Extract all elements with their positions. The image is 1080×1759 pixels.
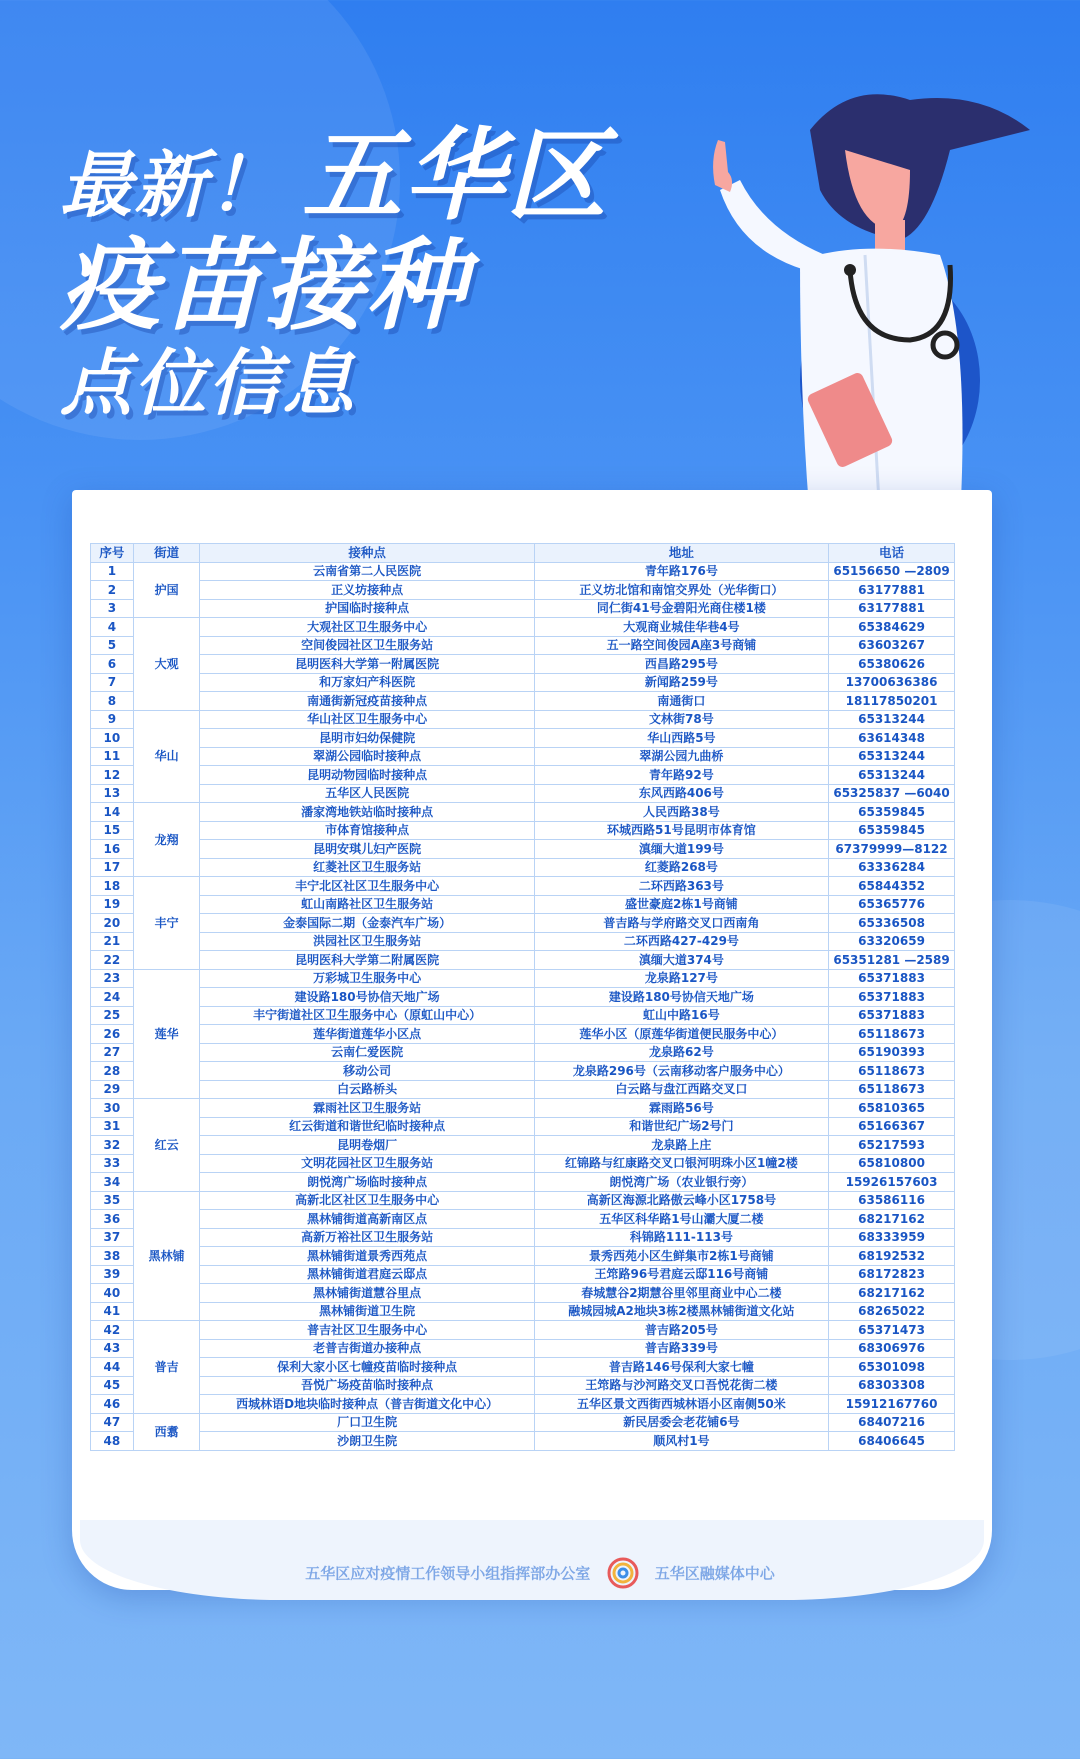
table-row <box>91 877 955 896</box>
footer <box>0 1556 1080 1590</box>
title-district: 五华区 <box>302 117 609 234</box>
table-row <box>91 803 955 822</box>
row-site: 云南仁爱医院 <box>200 1043 534 1062</box>
row-phone: 65371883 <box>829 969 955 988</box>
row-site: 万彩城卫生服务中心 <box>200 969 534 988</box>
row-site: 市体育馆接种点 <box>200 821 534 840</box>
row-site: 丰宁街道社区卫生服务中心（原虹山中心） <box>200 1006 534 1025</box>
doctor-illustration <box>610 80 1040 520</box>
row-phone: 65118673 <box>829 1025 955 1044</box>
row-site: 南通街新冠疫苗接种点 <box>200 692 534 711</box>
row-index: 2 <box>91 581 134 600</box>
table-row <box>91 1247 955 1266</box>
row-street: 大观 <box>133 618 200 711</box>
row-address: 二环西路363号 <box>534 877 828 896</box>
row-phone: 68306976 <box>829 1339 955 1358</box>
row-address: 王筇路与沙河路交叉口吾悦花街二楼 <box>534 1376 828 1395</box>
row-phone: 65365776 <box>829 895 955 914</box>
row-address: 王筇路96号君庭云邸116号商铺 <box>534 1265 828 1284</box>
row-index: 26 <box>91 1025 134 1044</box>
table-row <box>91 636 955 655</box>
row-address: 华山西路5号 <box>534 729 828 748</box>
row-site: 昆明动物园临时接种点 <box>200 766 534 785</box>
table-row <box>91 1284 955 1303</box>
table-row <box>91 692 955 711</box>
row-index: 11 <box>91 747 134 766</box>
row-address: 五华区科华路1号山灞大厦二楼 <box>534 1210 828 1229</box>
row-street: 华山 <box>133 710 200 803</box>
row-index: 10 <box>91 729 134 748</box>
row-address: 龙泉路296号（云南移动客户服务中心） <box>534 1062 828 1081</box>
row-site: 文明花园社区卫生服务站 <box>200 1154 534 1173</box>
row-address: 龙泉路62号 <box>534 1043 828 1062</box>
row-site: 吾悦广场疫苗临时接种点 <box>200 1376 534 1395</box>
table-row <box>91 1228 955 1247</box>
header-phone: 电话 <box>829 544 955 563</box>
row-site: 霖雨社区卫生服务站 <box>200 1099 534 1118</box>
row-site: 五华区人民医院 <box>200 784 534 803</box>
row-site: 老普吉街道办接种点 <box>200 1339 534 1358</box>
row-index: 42 <box>91 1321 134 1340</box>
row-address: 盛世豪庭2栋1号商铺 <box>534 895 828 914</box>
row-address: 虹山中路16号 <box>534 1006 828 1025</box>
row-phone: 68217162 <box>829 1284 955 1303</box>
row-address: 西昌路295号 <box>534 655 828 674</box>
header-site: 接种点 <box>200 544 534 563</box>
row-index: 18 <box>91 877 134 896</box>
row-phone: 65313244 <box>829 747 955 766</box>
table-row <box>91 895 955 914</box>
table-header-row <box>91 544 955 563</box>
row-street: 龙翔 <box>133 803 200 877</box>
table-row <box>91 1154 955 1173</box>
row-site: 云南省第二人民医院 <box>200 562 534 581</box>
row-address: 青年路92号 <box>534 766 828 785</box>
row-address: 滇缅大道199号 <box>534 840 828 859</box>
row-phone: 63320659 <box>829 932 955 951</box>
table-row <box>91 766 955 785</box>
table-row <box>91 1339 955 1358</box>
table-row <box>91 1413 955 1432</box>
row-phone: 65118673 <box>829 1062 955 1081</box>
row-index: 16 <box>91 840 134 859</box>
row-phone: 68303308 <box>829 1376 955 1395</box>
row-site: 保利大家小区七幢疫苗临时接种点 <box>200 1358 534 1377</box>
row-index: 39 <box>91 1265 134 1284</box>
row-address: 环城西路51号昆明市体育馆 <box>534 821 828 840</box>
row-phone: 65844352 <box>829 877 955 896</box>
row-index: 20 <box>91 914 134 933</box>
table-row <box>91 1376 955 1395</box>
row-street: 莲华 <box>133 969 200 1099</box>
row-index: 14 <box>91 803 134 822</box>
row-address: 顺风村1号 <box>534 1432 828 1451</box>
row-street: 护国 <box>133 562 200 618</box>
table-row <box>91 599 955 618</box>
row-index: 3 <box>91 599 134 618</box>
footer-office: 五华区应对疫情工作领导小组指挥部办公室 <box>305 1564 591 1583</box>
row-site: 丰宁北区社区卫生服务中心 <box>200 877 534 896</box>
row-address: 龙泉路上庄 <box>534 1136 828 1155</box>
row-address: 滇缅大道374号 <box>534 951 828 970</box>
row-site: 空间俊园社区卫生服务站 <box>200 636 534 655</box>
row-site: 潘家湾地铁站临时接种点 <box>200 803 534 822</box>
row-phone: 65384629 <box>829 618 955 637</box>
row-site: 沙朗卫生院 <box>200 1432 534 1451</box>
table-row <box>91 932 955 951</box>
table-row <box>91 1302 955 1321</box>
row-index: 22 <box>91 951 134 970</box>
row-phone: 65325837 —6040 <box>829 784 955 803</box>
row-index: 48 <box>91 1432 134 1451</box>
row-index: 1 <box>91 562 134 581</box>
table-row <box>91 562 955 581</box>
row-site: 莲华街道莲华小区点 <box>200 1025 534 1044</box>
row-address: 二环西路427-429号 <box>534 932 828 951</box>
row-phone: 65156650 —2809 <box>829 562 955 581</box>
row-phone: 65301098 <box>829 1358 955 1377</box>
row-site: 建设路180号协信天地广场 <box>200 988 534 1007</box>
row-street: 红云 <box>133 1099 200 1192</box>
row-phone: 63614348 <box>829 729 955 748</box>
row-street: 黑林铺 <box>133 1191 200 1321</box>
row-phone: 68192532 <box>829 1247 955 1266</box>
row-index: 24 <box>91 988 134 1007</box>
table-row <box>91 784 955 803</box>
row-index: 4 <box>91 618 134 637</box>
table-row <box>91 1117 955 1136</box>
row-phone: 65118673 <box>829 1080 955 1099</box>
table-row <box>91 1080 955 1099</box>
row-site: 华山社区卫生服务中心 <box>200 710 534 729</box>
row-phone: 13700636386 <box>829 673 955 692</box>
row-index: 13 <box>91 784 134 803</box>
row-site: 红云街道和谐世纪临时接种点 <box>200 1117 534 1136</box>
row-address: 春城慧谷2期慧谷里邻里商业中心二楼 <box>534 1284 828 1303</box>
row-phone: 65371883 <box>829 1006 955 1025</box>
row-index: 43 <box>91 1339 134 1358</box>
row-address: 高新区海源北路傲云峰小区1758号 <box>534 1191 828 1210</box>
table-row <box>91 840 955 859</box>
row-index: 37 <box>91 1228 134 1247</box>
row-index: 8 <box>91 692 134 711</box>
row-address: 普吉路146号保利大家七幢 <box>534 1358 828 1377</box>
row-index: 32 <box>91 1136 134 1155</box>
row-address: 朗悦湾广场（农业银行旁） <box>534 1173 828 1192</box>
row-site: 普吉社区卫生服务中心 <box>200 1321 534 1340</box>
row-phone: 65166367 <box>829 1117 955 1136</box>
row-site: 黑林铺街道景秀西苑点 <box>200 1247 534 1266</box>
table-row <box>91 1173 955 1192</box>
row-phone: 67379999—8122 <box>829 840 955 859</box>
row-index: 40 <box>91 1284 134 1303</box>
row-address: 青年路176号 <box>534 562 828 581</box>
row-site: 西城林语D地块临时接种点（普吉街道文化中心） <box>200 1395 534 1414</box>
row-phone: 65371473 <box>829 1321 955 1340</box>
row-phone: 63177881 <box>829 581 955 600</box>
row-index: 29 <box>91 1080 134 1099</box>
row-index: 44 <box>91 1358 134 1377</box>
row-index: 38 <box>91 1247 134 1266</box>
table-row <box>91 1265 955 1284</box>
row-phone: 65371883 <box>829 988 955 1007</box>
table-row <box>91 1321 955 1340</box>
row-address: 红菱路268号 <box>534 858 828 877</box>
row-phone: 18117850201 <box>829 692 955 711</box>
row-index: 17 <box>91 858 134 877</box>
row-address: 普吉路339号 <box>534 1339 828 1358</box>
row-address: 科锦路111-113号 <box>534 1228 828 1247</box>
header-index: 序号 <box>91 544 134 563</box>
row-index: 41 <box>91 1302 134 1321</box>
table-row <box>91 1136 955 1155</box>
table-row <box>91 618 955 637</box>
row-address: 和谐世纪广场2号门 <box>534 1117 828 1136</box>
table-row <box>91 710 955 729</box>
row-street: 普吉 <box>133 1321 200 1414</box>
row-site: 昆明医科大学第一附属医院 <box>200 655 534 674</box>
row-phone: 15912167760 <box>829 1395 955 1414</box>
row-site: 黑林铺街道卫生院 <box>200 1302 534 1321</box>
table-row <box>91 988 955 1007</box>
row-site: 大观社区卫生服务中心 <box>200 618 534 637</box>
row-site: 金泰国际二期（金泰汽车广场） <box>200 914 534 933</box>
table-row <box>91 747 955 766</box>
table-row <box>91 1191 955 1210</box>
row-phone: 65336508 <box>829 914 955 933</box>
table-row <box>91 914 955 933</box>
table-row <box>91 858 955 877</box>
row-address: 普吉路205号 <box>534 1321 828 1340</box>
row-index: 30 <box>91 1099 134 1118</box>
row-index: 36 <box>91 1210 134 1229</box>
row-street: 西翥 <box>133 1413 200 1450</box>
row-site: 厂口卫生院 <box>200 1413 534 1432</box>
row-phone: 65313244 <box>829 766 955 785</box>
row-phone: 65351281 —2589 <box>829 951 955 970</box>
row-phone: 65190393 <box>829 1043 955 1062</box>
row-index: 45 <box>91 1376 134 1395</box>
row-phone: 68333959 <box>829 1228 955 1247</box>
table-row <box>91 1062 955 1081</box>
footer-media-center: 五华区融媒体中心 <box>654 1564 775 1583</box>
row-site: 昆明安琪儿妇产医院 <box>200 840 534 859</box>
row-site: 高新北区社区卫生服务中心 <box>200 1191 534 1210</box>
header-address: 地址 <box>534 544 828 563</box>
table-row <box>91 1395 955 1414</box>
table-row <box>91 729 955 748</box>
row-index: 28 <box>91 1062 134 1081</box>
row-site: 正义坊接种点 <box>200 581 534 600</box>
row-index: 5 <box>91 636 134 655</box>
table-row <box>91 1210 955 1229</box>
row-site: 白云路桥头 <box>200 1080 534 1099</box>
row-address: 五一路空间俊园A座3号商铺 <box>534 636 828 655</box>
row-phone: 63603267 <box>829 636 955 655</box>
table-row <box>91 1043 955 1062</box>
table-row <box>91 821 955 840</box>
row-index: 23 <box>91 969 134 988</box>
row-phone: 63336284 <box>829 858 955 877</box>
row-phone: 68172823 <box>829 1265 955 1284</box>
table-row <box>91 1432 955 1451</box>
row-index: 31 <box>91 1117 134 1136</box>
row-index: 35 <box>91 1191 134 1210</box>
row-site: 和万家妇产科医院 <box>200 673 534 692</box>
row-address: 普吉路与学府路交叉口西南角 <box>534 914 828 933</box>
row-index: 21 <box>91 932 134 951</box>
table-row <box>91 1099 955 1118</box>
row-address: 景秀西苑小区生鲜集市2栋1号商铺 <box>534 1247 828 1266</box>
row-phone: 65359845 <box>829 803 955 822</box>
row-index: 25 <box>91 1006 134 1025</box>
title-line-2: 疫苗接种 <box>60 227 468 344</box>
table-row <box>91 1025 955 1044</box>
row-site: 虹山南路社区卫生服务站 <box>200 895 534 914</box>
row-site: 高新万裕社区卫生服务站 <box>200 1228 534 1247</box>
row-index: 7 <box>91 673 134 692</box>
row-index: 19 <box>91 895 134 914</box>
row-site: 护国临时接种点 <box>200 599 534 618</box>
row-address: 龙泉路127号 <box>534 969 828 988</box>
row-address: 融城园城A2地块3栋2楼黑林铺街道文化站 <box>534 1302 828 1321</box>
row-address: 翠湖公园九曲桥 <box>534 747 828 766</box>
row-index: 34 <box>91 1173 134 1192</box>
row-phone: 63586116 <box>829 1191 955 1210</box>
row-index: 33 <box>91 1154 134 1173</box>
row-address: 文林街78号 <box>534 710 828 729</box>
row-site: 红菱社区卫生服务站 <box>200 858 534 877</box>
row-phone: 65380626 <box>829 655 955 674</box>
row-site: 黑林铺街道君庭云邸点 <box>200 1265 534 1284</box>
table-row <box>91 655 955 674</box>
row-address: 建设路180号协信天地广场 <box>534 988 828 1007</box>
row-phone: 68217162 <box>829 1210 955 1229</box>
row-index: 46 <box>91 1395 134 1414</box>
title-prefix: 最新！ <box>60 143 283 227</box>
row-phone: 63177881 <box>829 599 955 618</box>
row-index: 6 <box>91 655 134 674</box>
row-phone: 68407216 <box>829 1413 955 1432</box>
row-address: 东风西路406号 <box>534 784 828 803</box>
row-site: 黑林铺街道高新南区点 <box>200 1210 534 1229</box>
row-site: 昆明市妇幼保健院 <box>200 729 534 748</box>
row-address: 同仁街41号金碧阳光商住楼1楼 <box>534 599 828 618</box>
row-index: 9 <box>91 710 134 729</box>
row-phone: 65359845 <box>829 821 955 840</box>
row-address: 五华区景文西街西城林语小区南侧50米 <box>534 1395 828 1414</box>
row-phone: 65217593 <box>829 1136 955 1155</box>
table-row <box>91 581 955 600</box>
table-row <box>91 1006 955 1025</box>
row-site: 朗悦湾广场临时接种点 <box>200 1173 534 1192</box>
title-line-3: 点位信息 <box>60 341 357 425</box>
row-phone: 65810800 <box>829 1154 955 1173</box>
table-row <box>91 1358 955 1377</box>
row-phone: 15926157603 <box>829 1173 955 1192</box>
table-row <box>91 969 955 988</box>
table-row <box>91 951 955 970</box>
row-address: 莲华小区（原莲华街道便民服务中心） <box>534 1025 828 1044</box>
row-address: 红锦路与红康路交叉口银河明珠小区1幢2楼 <box>534 1154 828 1173</box>
table-body <box>91 562 955 1450</box>
row-phone: 68265022 <box>829 1302 955 1321</box>
row-phone: 65810365 <box>829 1099 955 1118</box>
row-index: 15 <box>91 821 134 840</box>
row-address: 新闻路259号 <box>534 673 828 692</box>
row-address: 大观商业城佳华巷4号 <box>534 618 828 637</box>
row-address: 人民西路38号 <box>534 803 828 822</box>
row-index: 27 <box>91 1043 134 1062</box>
table-row <box>91 673 955 692</box>
row-site: 昆明卷烟厂 <box>200 1136 534 1155</box>
header-street: 街道 <box>133 544 200 563</box>
row-address: 新民居委会老花铺6号 <box>534 1413 828 1432</box>
row-phone: 65313244 <box>829 710 955 729</box>
row-phone: 68406645 <box>829 1432 955 1451</box>
row-site: 翠湖公园临时接种点 <box>200 747 534 766</box>
row-address: 南通街口 <box>534 692 828 711</box>
row-street: 丰宁 <box>133 877 200 970</box>
row-index: 12 <box>91 766 134 785</box>
media-center-logo-icon <box>606 1556 640 1590</box>
row-site: 移动公司 <box>200 1062 534 1081</box>
row-address: 正义坊北馆和南馆交界处（光华街口） <box>534 581 828 600</box>
vaccination-sites-table <box>90 543 955 1451</box>
row-index: 47 <box>91 1413 134 1432</box>
row-address: 霖雨路56号 <box>534 1099 828 1118</box>
row-address: 白云路与盘江西路交叉口 <box>534 1080 828 1099</box>
row-site: 洪园社区卫生服务站 <box>200 932 534 951</box>
row-site: 黑林铺街道慧谷里点 <box>200 1284 534 1303</box>
row-site: 昆明医科大学第二附属医院 <box>200 951 534 970</box>
